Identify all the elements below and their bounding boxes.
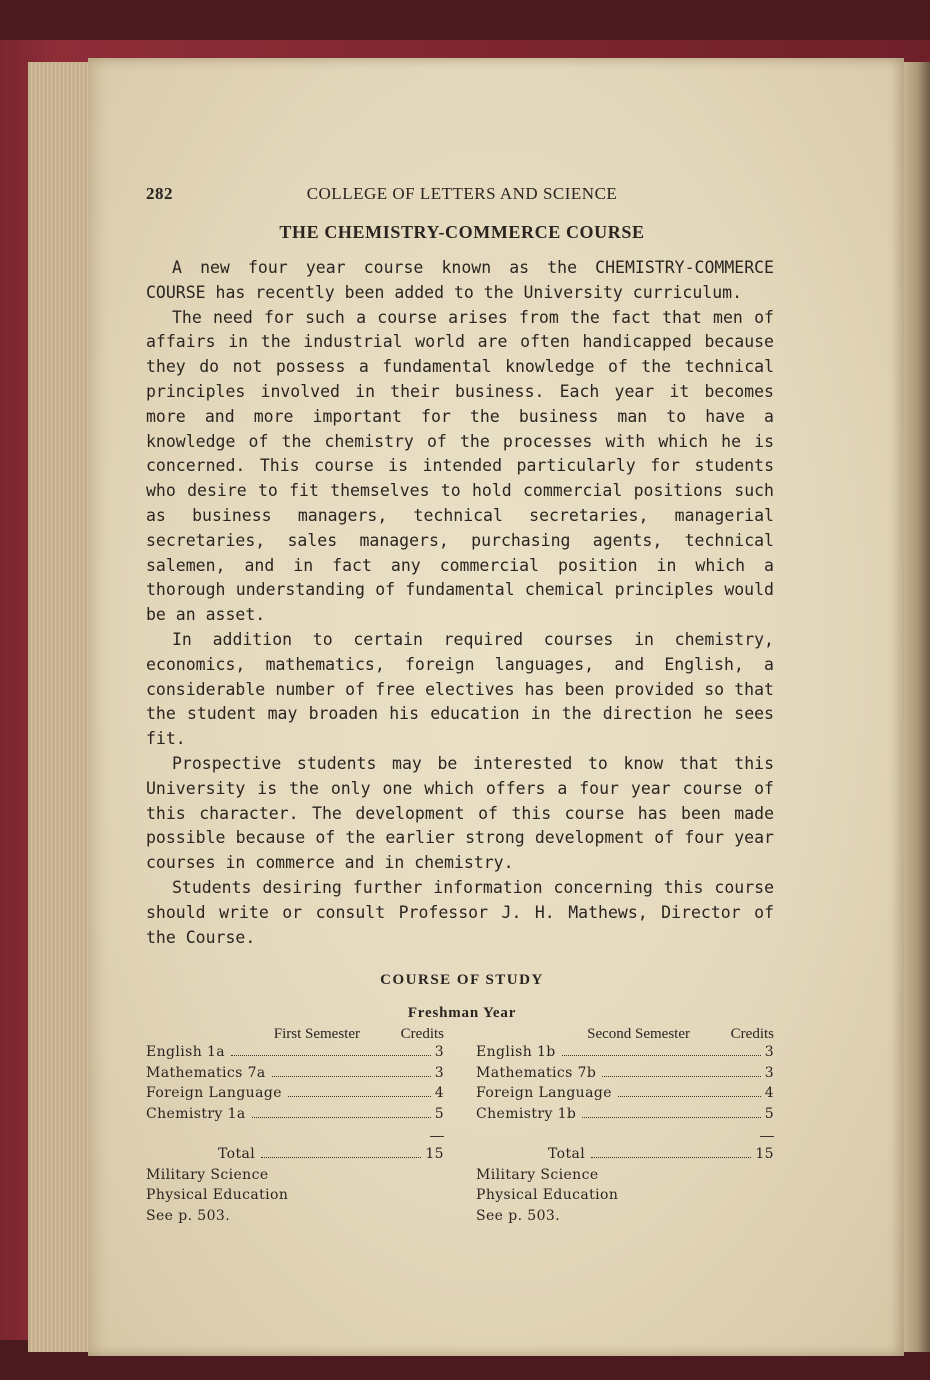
- course-name: English 1b: [476, 1044, 556, 1060]
- leader-dots: [288, 1096, 431, 1097]
- course-row: [476, 1065, 774, 1086]
- course-name: Chemistry 1a: [146, 1105, 246, 1122]
- course-credits: 3: [434, 1064, 444, 1081]
- total-row: [476, 1146, 774, 1167]
- course-row: [146, 1085, 444, 1106]
- first-semester-column: [146, 1024, 444, 1228]
- semester-label: Second Semester: [587, 1026, 690, 1042]
- total-credits: 15: [425, 1146, 444, 1162]
- total-credits: 15: [755, 1146, 774, 1162]
- semester-header: [476, 1024, 774, 1044]
- course-credits: 4: [764, 1085, 774, 1101]
- course-credits: 3: [434, 1044, 444, 1060]
- sum-rule: [146, 1126, 444, 1146]
- sum-rule: [476, 1126, 774, 1146]
- leader-dots: [591, 1157, 751, 1158]
- leader-dots: [261, 1157, 421, 1158]
- course-credits: 3: [764, 1044, 774, 1060]
- semester-label: First Semester: [273, 1026, 360, 1042]
- running-title: COLLEGE OF LETTERS AND SCIENCE: [306, 184, 618, 203]
- page-number: 282: [146, 184, 173, 203]
- course-row: [146, 1044, 444, 1065]
- leader-dots: [602, 1076, 760, 1077]
- total-label: Total: [548, 1146, 586, 1162]
- course-name: English 1a: [146, 1044, 226, 1060]
- leader-dots: [562, 1055, 761, 1056]
- page-reference: See p. 503.: [476, 1207, 561, 1224]
- extra-requirement: Physical Education: [476, 1187, 619, 1203]
- leader-dots: [231, 1055, 431, 1056]
- leader-dots: [252, 1117, 431, 1118]
- course-credits: 5: [764, 1105, 774, 1122]
- page-edges: [28, 62, 91, 1352]
- page-reference: See p. 503.: [146, 1207, 231, 1224]
- leader-dots: [272, 1076, 431, 1077]
- extra-requirement: Physical Education: [146, 1187, 289, 1203]
- paragraph: Prospective students may be interested to know that this University is the only one which offers a four year course of this character. The development of this course has been made possible because of the earlier strong development of four year courses in commerce and in chemistry.: [146, 753, 774, 873]
- course-name: Foreign Language: [476, 1085, 612, 1101]
- body-text: [146, 256, 774, 950]
- total-row: [146, 1146, 444, 1167]
- section-title: THE CHEMISTRY-COMMERCE COURSE: [279, 222, 645, 242]
- page-header: [146, 184, 778, 204]
- course-credits: 3: [764, 1064, 774, 1081]
- course-name: Mathematics 7b: [476, 1064, 597, 1081]
- course-row: [476, 1085, 774, 1106]
- total-label: Total: [218, 1146, 256, 1162]
- course-name: Mathematics 7a: [146, 1064, 266, 1081]
- course-row: [146, 1106, 444, 1127]
- course-name: Foreign Language: [146, 1085, 282, 1101]
- course-row: [476, 1044, 774, 1065]
- paragraph: Students desiring further information concerning this course should write or consult Professor J. H. Mathews, Director of the Course.: [146, 877, 774, 947]
- credits-label: Credits: [730, 1026, 774, 1042]
- extra-requirement: Military Science: [476, 1166, 599, 1183]
- book-gutter: [900, 62, 930, 1352]
- second-semester-column: [476, 1024, 774, 1228]
- paragraph: In addition to certain required courses in chemistry, economics, mathematics, foreign languages, and English, a considerable number of free electives has been provided so that the student may broaden his education in the direction he sees fit.: [146, 629, 774, 749]
- extra-requirement: Military Science: [146, 1166, 269, 1183]
- leader-dots: [582, 1117, 760, 1118]
- leader-dots: [618, 1096, 761, 1097]
- course-credits: 4: [434, 1085, 444, 1101]
- year-label: Freshman Year: [407, 1005, 517, 1021]
- course-credits: 5: [434, 1105, 444, 1122]
- course-name: Chemistry 1b: [476, 1105, 577, 1122]
- course-row: [476, 1106, 774, 1127]
- paragraph: The need for such a course arises from the fact that men of affairs in the industrial world are often handicapped because they do not possess a fundamental knowledge of the technical principles involved in their business. Each year it becomes more and more important for the business man to have a knowledge of the chemistry of the processes with which he is concerned. This course is intended particularly for students who desire to fit themselves to hold commercial positions such as business managers, technical secretaries, managerial secretaries, sales managers, purchasing agents, technical salemen, and in fact any commercial position in which a thorough understanding of fundamental chemical principles would be an asset.: [146, 307, 774, 625]
- course-row: [146, 1065, 444, 1086]
- paragraph: A new four year course known as the CHEMISTRY-COMMERCE COURSE has recently been added to the University curriculum.: [146, 258, 774, 302]
- semester-header: [146, 1024, 444, 1044]
- course-of-study-heading: COURSE OF STUDY: [380, 972, 544, 988]
- credits-label: Credits: [400, 1026, 444, 1042]
